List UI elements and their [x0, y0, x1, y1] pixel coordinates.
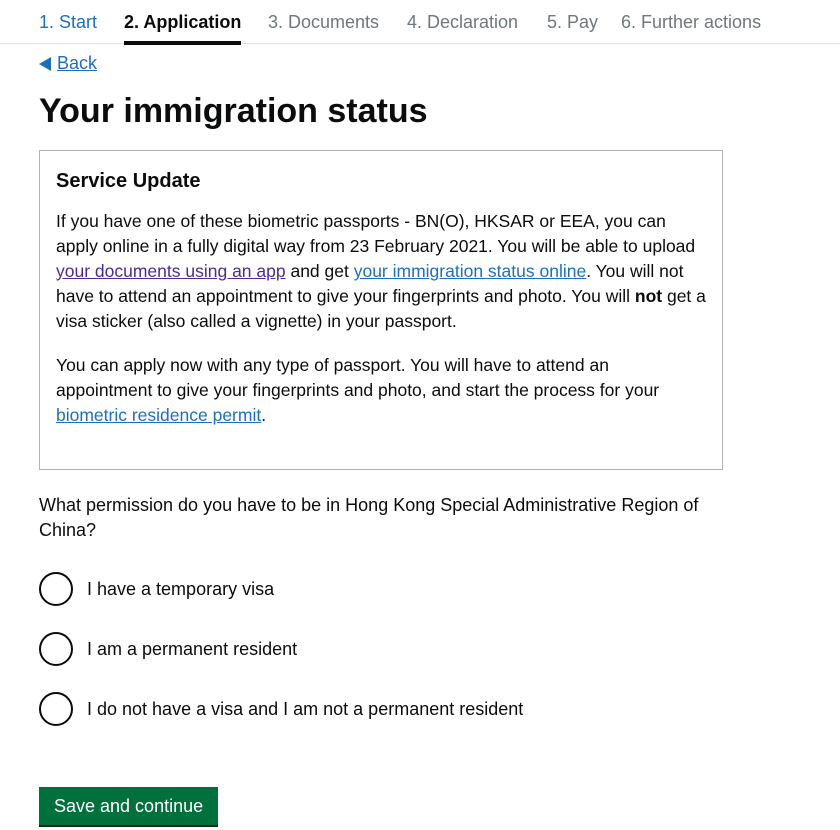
service-update-paragraph-1: [56, 209, 706, 334]
text: If you have one of these biometric passports - BN(O), HKSAR or EEA, you can apply online in a fully digital way from 23 February 2021. You will be able to upload: [56, 211, 696, 256]
step-start[interactable]: 1. Start: [39, 12, 98, 32]
back-link-label: Back: [57, 53, 98, 73]
radio-circle-icon[interactable]: [39, 632, 73, 666]
page-title: Your immigration status: [39, 92, 428, 130]
service-update-heading: Service Update: [56, 170, 201, 192]
step-declaration: 4. Declaration: [407, 12, 519, 32]
text: and get: [285, 261, 354, 281]
text: .: [261, 405, 267, 425]
text: . You will not have to attend an appointment to give your fingerprints and photo. You will: [56, 261, 684, 306]
biometric-residence-permit-link[interactable]: biometric residence permit: [56, 405, 262, 425]
radio-label[interactable]: I have a temporary visa: [87, 578, 275, 599]
step-pay: 5. Pay: [547, 12, 599, 32]
back-arrow-icon: [39, 57, 51, 71]
radio-label[interactable]: I do not have a visa and I am not a permanent resident: [87, 698, 524, 719]
step-documents: 3. Documents: [268, 12, 380, 32]
text: You can apply now with any type of passport. You will have to attend an appointment to give your fingerprints and photo, and start the process for your: [56, 355, 660, 400]
emphasis-not: not: [634, 286, 663, 306]
service-update-paragraph-2: [56, 353, 706, 428]
step-further-actions: 6. Further actions: [621, 12, 762, 32]
documents-app-link[interactable]: your documents using an app: [56, 261, 286, 281]
radio-circle-icon[interactable]: [39, 692, 73, 726]
back-link[interactable]: [39, 53, 97, 74]
radio-permanent-resident[interactable]: [39, 632, 297, 666]
radio-temporary-visa[interactable]: [39, 572, 274, 606]
progress-steps: [0, 0, 840, 44]
radio-label[interactable]: I am a permanent resident: [87, 638, 298, 659]
radio-circle-icon[interactable]: [39, 572, 73, 606]
save-and-continue-button[interactable]: Save and continue: [39, 787, 218, 825]
text: get a visa sticker (also called a vignette) in your passport.: [56, 286, 706, 331]
step-application: 2. Application: [124, 12, 242, 32]
immigration-status-online-link[interactable]: your immigration status online: [353, 261, 587, 281]
radio-no-visa[interactable]: [39, 692, 523, 726]
service-update-panel: [39, 150, 723, 470]
permission-question: What permission do you have to be in Hong Kong Special Administrative Region of China?: [39, 495, 699, 540]
